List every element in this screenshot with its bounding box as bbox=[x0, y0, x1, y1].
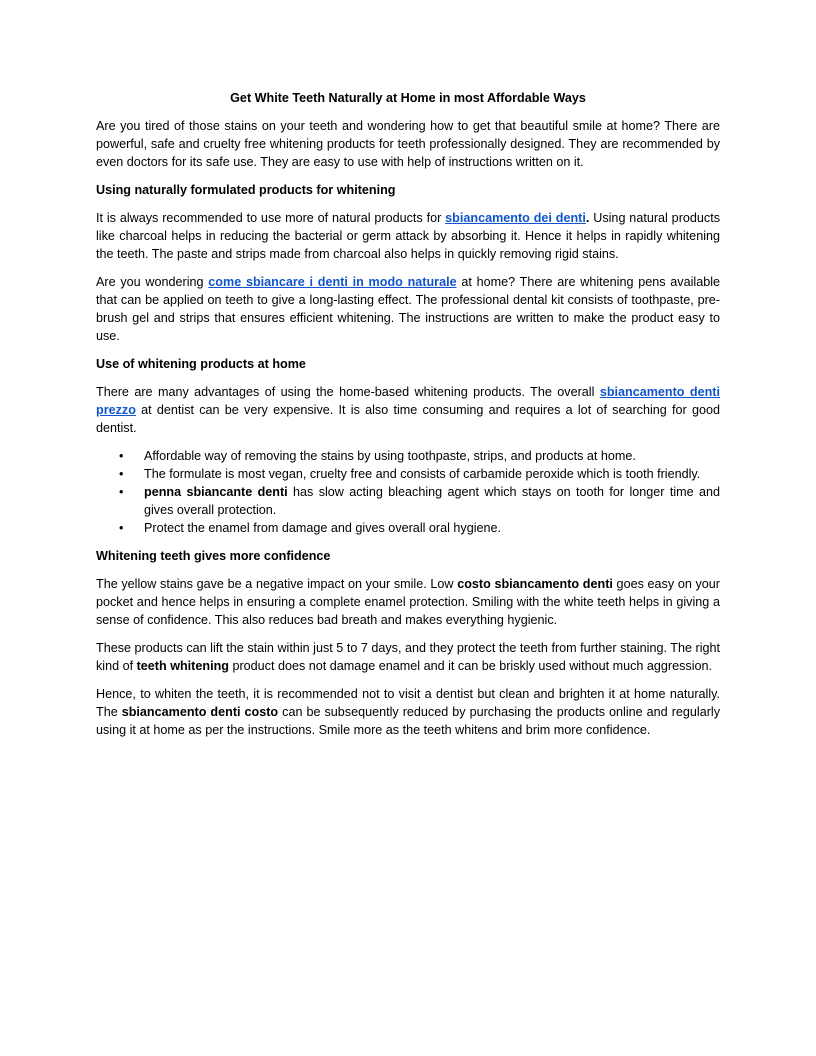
text-segment: It is always recommended to use more of natural products for bbox=[96, 211, 446, 225]
text-segment: goes easy on your pocket and hence helps in ensuring a complete enamel protection. Smiling with the white teeth helps in giving a sense of confidence. This also reduces bad breath and makes everything hygienic. bbox=[96, 577, 720, 627]
paragraph-home-advantages bbox=[96, 383, 720, 437]
document-title: Get White Teeth Naturally at Home in most Affordable Ways bbox=[230, 91, 586, 105]
link-come-sbiancare-i-denti[interactable]: come sbiancare i denti in modo naturale bbox=[208, 275, 457, 289]
intro-paragraph: Are you tired of those stains on your teeth and wondering how to get that beautiful smile at home? There are powerful, safe and cruelty free whitening products for teeth professionally designed. They are recommended by even doctors for its safe use. They are easy to use with help of instructions written on it. bbox=[96, 119, 720, 169]
section-heading-natural-products: Using naturally formulated products for whitening bbox=[96, 183, 396, 197]
text-segment: These products can lift the stain within just 5 to 7 days, and they protect the teeth from further staining. The right kind of bbox=[96, 641, 720, 673]
section-heading-home-use: Use of whitening products at home bbox=[96, 357, 306, 371]
text-segment: Are you wondering bbox=[96, 275, 209, 289]
paragraph-natural-products bbox=[96, 209, 720, 263]
paragraph-stain-removal bbox=[96, 639, 720, 675]
text-segment: The yellow stains gave be a negative impact on your smile. Low bbox=[96, 577, 458, 591]
document-page bbox=[96, 89, 720, 749]
link-sbiancamento-dei-denti[interactable]: sbiancamento dei denti bbox=[445, 211, 586, 225]
list-item-bold: penna sbiancante denti bbox=[144, 485, 288, 499]
paragraph-yellow-stains bbox=[96, 575, 720, 629]
text-segment: at dentist can be very expensive. It is also time consuming and requires a lot of searching for good dentist. bbox=[96, 403, 720, 435]
bullet-icon: • bbox=[119, 467, 124, 481]
list-item-text: has slow acting bleaching agent which stays on tooth for longer time and gives overall protection. bbox=[144, 485, 720, 517]
text-segment: . bbox=[585, 211, 590, 225]
list-item bbox=[96, 447, 720, 465]
section-heading-confidence: Whitening teeth gives more confidence bbox=[96, 549, 331, 563]
list-item-text: Affordable way of removing the stains by using toothpaste, strips, and products at home. bbox=[144, 449, 636, 463]
text-segment: Hence, to whiten the teeth, it is recommended not to visit a dentist but clean and brighten it at home naturally. The bbox=[96, 687, 720, 719]
list-item bbox=[96, 483, 720, 519]
text-segment: can be subsequently reduced by purchasing the products online and regularly using it at home as per the instructions. Smile more as the teeth whitens and brim more confidence. bbox=[96, 705, 721, 737]
bullet-icon: • bbox=[119, 485, 124, 499]
bullet-icon: • bbox=[119, 449, 124, 463]
text-segment: Using natural products like charcoal helps in reducing the bacterial or germ attack by absorbing it. Hence it helps in rapidly whitening the teeth. The paste and strips made from charcoal also helps in quickly removing rigid stains. bbox=[96, 211, 720, 261]
paragraph-conclusion bbox=[96, 685, 720, 739]
link-sbiancamento-denti-prezzo[interactable]: sbiancamento denti prezzo bbox=[96, 385, 721, 417]
paragraph-whitening-pens bbox=[96, 273, 720, 345]
list-item-text: Protect the enamel from damage and gives overall oral hygiene. bbox=[144, 521, 502, 535]
list-item-text: The formulate is most vegan, cruelty free and consists of carbamide peroxide which is tooth friendly. bbox=[144, 467, 701, 481]
list-item bbox=[96, 519, 720, 537]
text-segment: product does not damage enamel and it can be briskly used without much aggression. bbox=[228, 659, 713, 673]
advantages-list bbox=[96, 447, 720, 537]
text-segment: There are many advantages of using the home-based whitening products. The overall bbox=[96, 385, 600, 399]
list-item bbox=[96, 465, 720, 483]
text-segment: at home? There are whitening pens available that can be applied on teeth to give a long-lasting effect. The professional dental kit consists of toothpaste, pre-brush gel and strips that ensures efficient whitening. The instructions are written to make the product easy to use. bbox=[96, 275, 721, 343]
bold-keyword: sbiancamento denti costo bbox=[121, 705, 279, 719]
bold-keyword: costo sbiancamento denti bbox=[457, 577, 613, 591]
bold-keyword: teeth whitening bbox=[136, 659, 229, 673]
bullet-icon: • bbox=[119, 521, 124, 535]
